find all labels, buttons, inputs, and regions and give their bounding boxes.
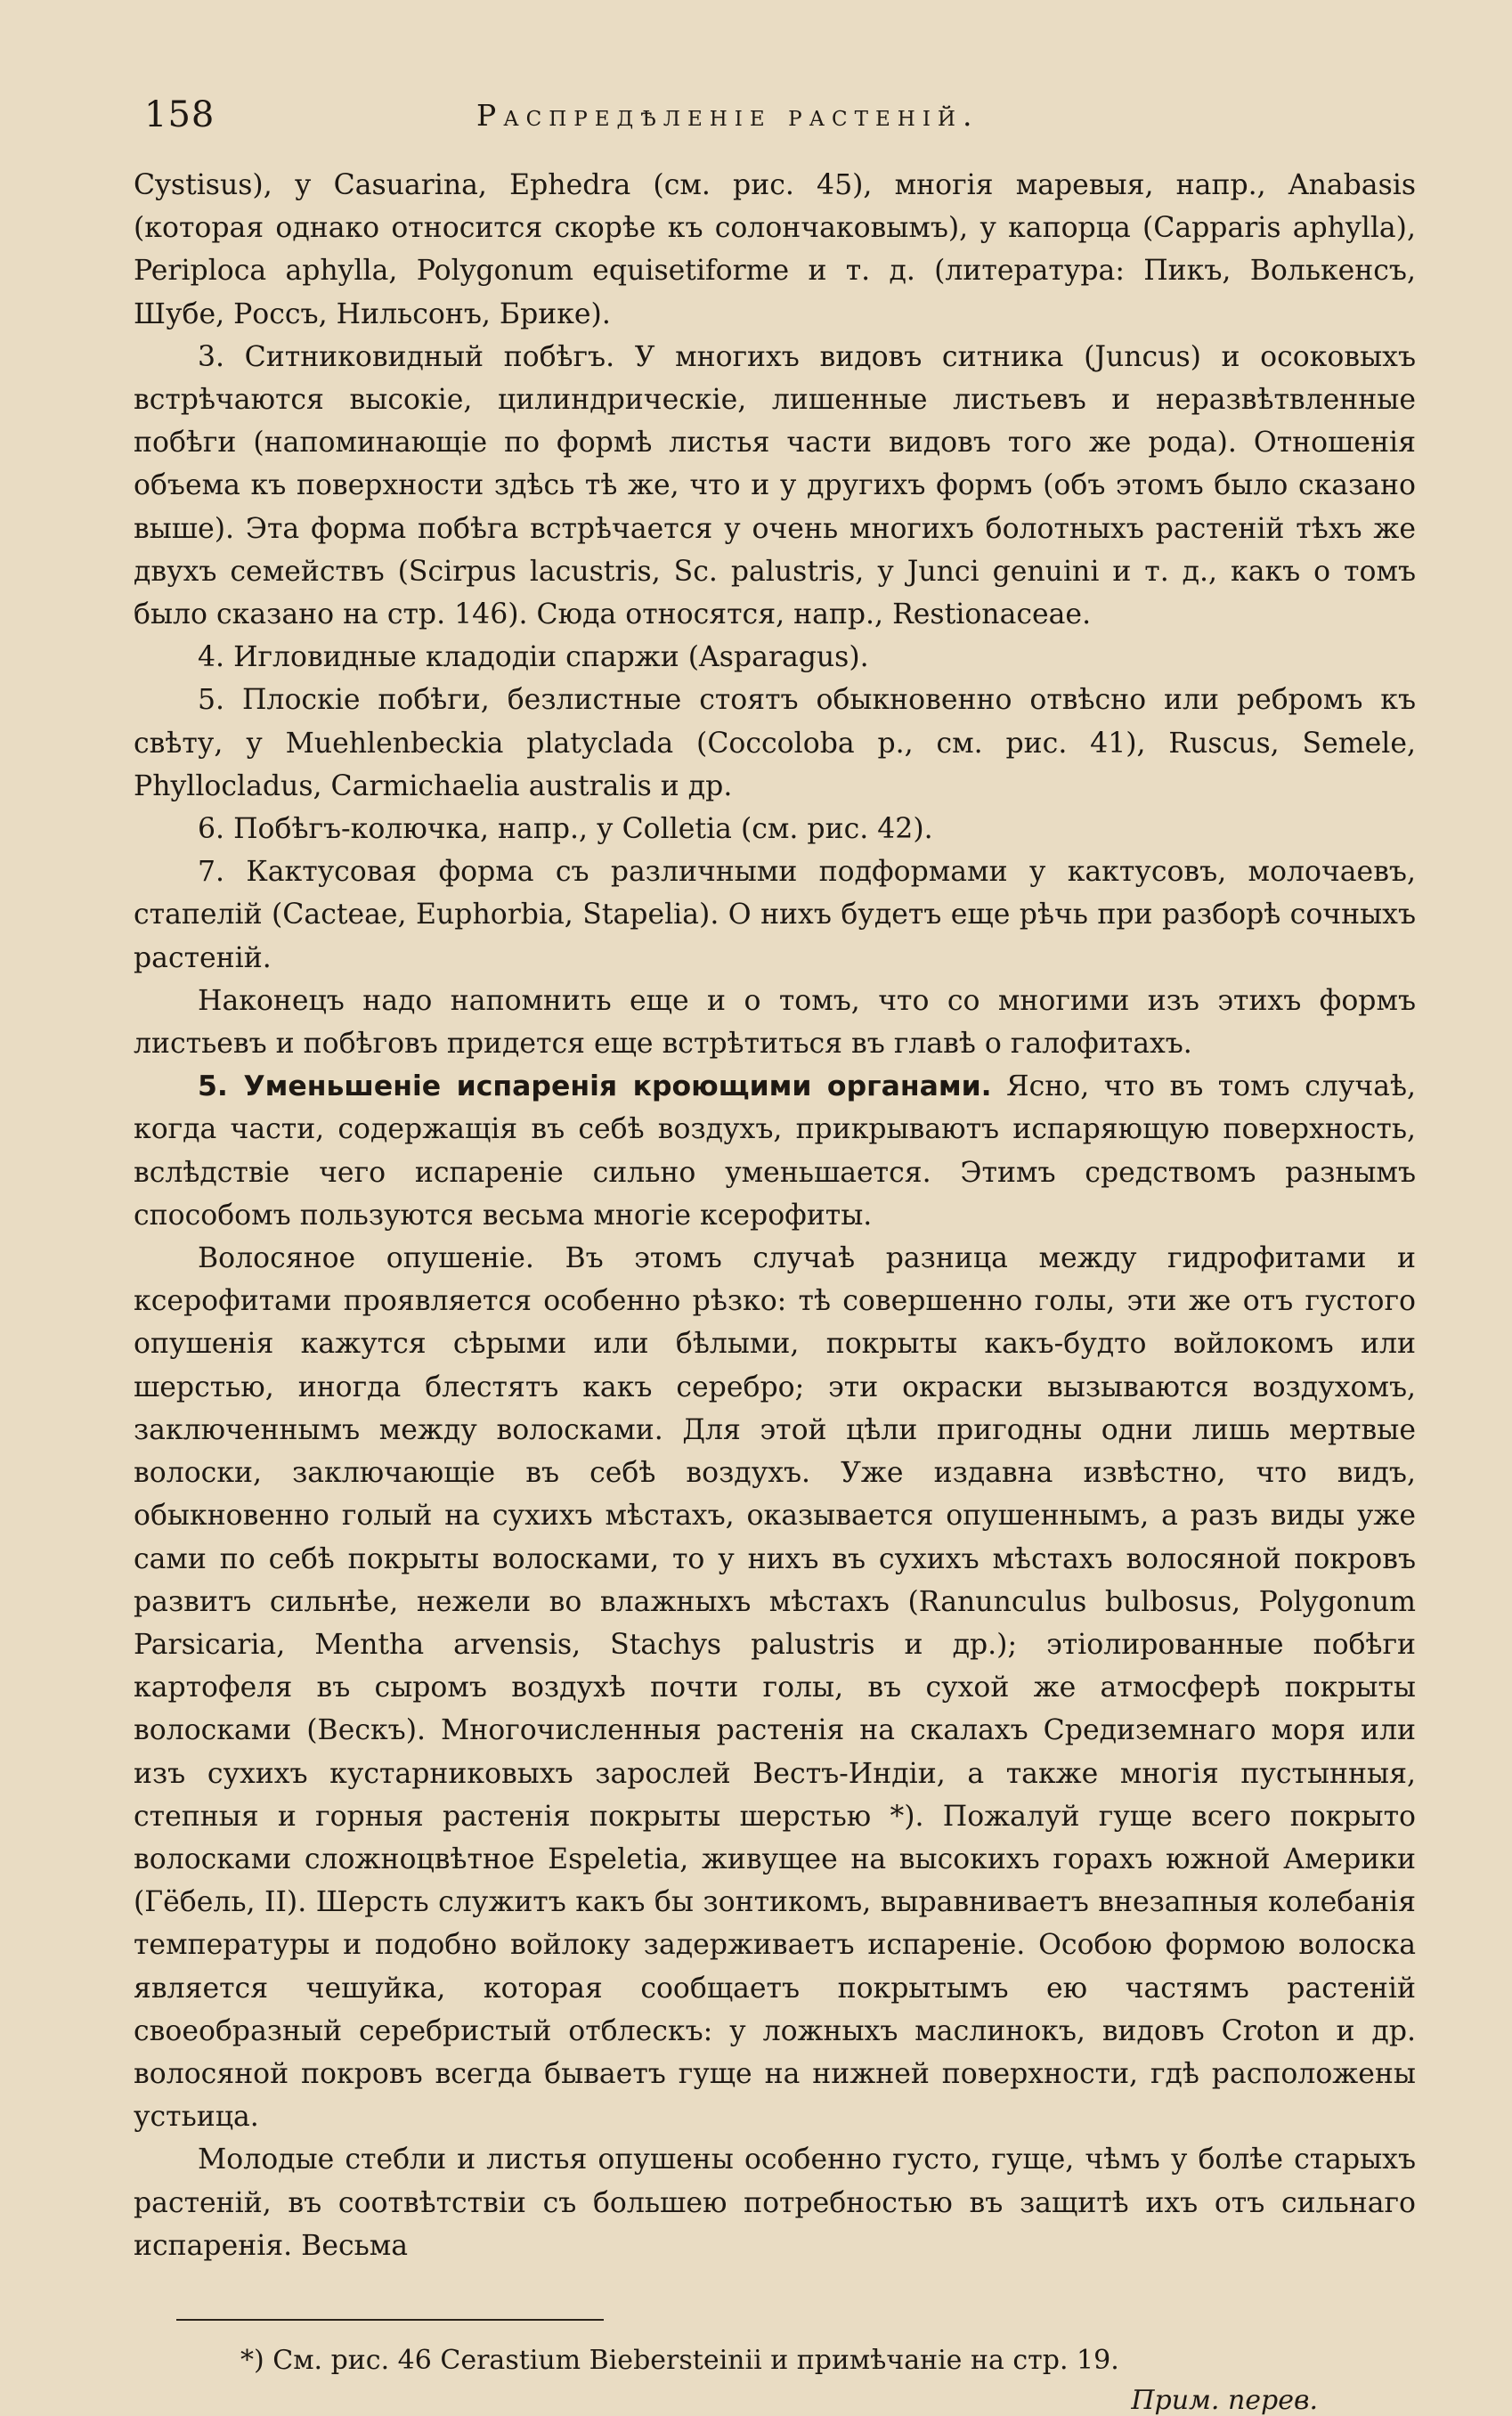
translator-note: Прим. перев. xyxy=(1131,2384,1318,2416)
book-page xyxy=(134,85,1416,2416)
page-number: 158 xyxy=(144,94,215,135)
running-title: Распредѣленіе растеній. xyxy=(476,98,980,133)
body-text xyxy=(134,164,1416,2267)
paragraph: 6. Побѣгъ-колючка, напр., у Colletia (см. рис. 42). xyxy=(198,813,933,846)
paragraph: 7. Кактусовая форма съ различными подформами у кактусовъ, молочаевъ, стапелій (Cacteae, Euphorbia, Stapelia). О нихъ будетъ еще рѣчь при разборѣ сочныхъ растеній. xyxy=(134,856,1416,974)
footnote-divider xyxy=(176,2319,604,2321)
paragraph: Наконецъ надо напомнить еще и о томъ, что со многими изъ этихъ формъ листьевъ и побѣговъ придется еще встрѣтиться въ главѣ о галофитахъ. xyxy=(134,984,1416,1061)
paragraph: 4. Игловидные кладодіи спаржи (Asparagus). xyxy=(198,641,869,674)
section-paragraph xyxy=(134,1065,1416,1237)
paragraph-text: Ясно, что въ томъ случаѣ, когда части, содержащія въ себѣ воздухъ, прикрываютъ испаряющую поверхность, вслѣдствіе чего испареніе сильно уменьшается. Этимъ средствомъ разнымъ способомъ пользуются весьма многіе ксерофиты. xyxy=(134,1070,1416,1232)
paragraph: Волосяное опушеніе. Въ этомъ случаѣ разница между гидрофитами и ксерофитами проявляется особенно рѣзко: тѣ совершенно голы, эти же отъ густого опушенія кажутся сѣрыми или бѣлыми, покрыты какъ-будто войлокомъ или шерстью, иногда блестятъ какъ серебро; эти окраски вызываются воздухомъ, заключеннымъ между волосками. Для этой цѣли пригодны одни лишь мертвые волоски, заключающіе въ себѣ воздухъ. Уже издавна извѣстно, что видъ, обыкновенно голый на сухихъ мѣстахъ, оказывается опушеннымъ, а разъ виды уже сами по себѣ покрыты волосками, то у нихъ въ сухихъ мѣстахъ волосяной покровъ развитъ сильнѣе, нежели во влажныхъ мѣстахъ (Ranunculus bulbosus, Polygonum Parsicaria, Mentha arvensis, Stachys palustris и др.); этіолированные побѣги картофеля въ сыромъ воздухѣ почти голы, въ сухой же атмосферѣ покрыты волосками (Вескъ). Многочисленныя растенія на скалахъ Средиземнаго моря или изъ сухихъ кустарниковыхъ зарослей Вестъ-Индіи, а также многія пустынныя, степныя и горныя растенія покрыты шерстью *). Пожалуй гуще всего покрыто волосками сложноцвѣтное Espeletia, живущее на высокихъ горахъ южной Америки (Гёбель, II). Шерсть служитъ какъ бы зонтикомъ, выравниваетъ внезапныя колебанія температуры и подобно войлоку задерживаетъ испареніе. Особою формою волоска является чешуйка, которая сообщаетъ покрытымъ ею частямъ растеній своеобразный серебристый отблескъ: у ложныхъ маслинокъ, видовъ Croton и др. волосяной покровъ всегда бываетъ гуще на нижней поверхности, гдѣ расположены устьица. xyxy=(134,1242,1416,2134)
paragraph: 5. Плоскіе побѣги, безлистные стоятъ обыкновенно отвѣсно или ребромъ къ свѣту, у Muehlenbeckia platyclada (Coccoloba p., см. рис. 41), Ruscus, Semele, Phyllocladus, Carmichaelia australis и др. xyxy=(134,684,1416,802)
footnote: *) См. рис. 46 Cerastium Biebersteinii и примѣчаніе на стр. 19. xyxy=(240,2344,1119,2376)
section-heading: 5. Уменьшеніе испаренія кроющими органами. xyxy=(198,1070,992,1103)
page-header xyxy=(134,85,1416,139)
paragraph: Молодые стебли и листья опушены особенно густо, гуще, чѣмъ у болѣе старыхъ растеній, въ соотвѣтствіи съ большею потребностью въ защитѣ ихъ отъ сильнаго испаренія. Весьма xyxy=(134,2143,1416,2262)
paragraph: 3. Ситниковидный побѣгъ. У многихъ видовъ ситника (Juncus) и осоковыхъ встрѣчаются высокіе, цилиндрическіе, лишенные листьевъ и неразвѣтвленные побѣги (напоминающіе по формѣ листья части видовъ того же рода). Отношенія объема къ поверхности здѣсь тѣ же, что и у другихъ формъ (объ этомъ было сказано выше). Эта форма побѣга встрѣчается у очень многихъ болотныхъ растеній тѣхъ же двухъ семействъ (Scirpus lacustris, Sc. palustris, у Junci genuini и т. д., какъ о томъ было сказано на стр. 146). Сюда относятся, напр., Restionaceae. xyxy=(134,340,1416,631)
paragraph: Cystisus), у Casuarina, Ephedra (см. рис. 45), многія маревыя, напр., Anabasis (которая однако относится скорѣе къ солончаковымъ), у капорца (Capparis aphylla), Periploca aphylla, Polygonum equisetiforme и т. д. (литература: Пикъ, Волькенсъ, Шубе, Россъ, Нильсонъ, Брике). xyxy=(134,169,1416,330)
